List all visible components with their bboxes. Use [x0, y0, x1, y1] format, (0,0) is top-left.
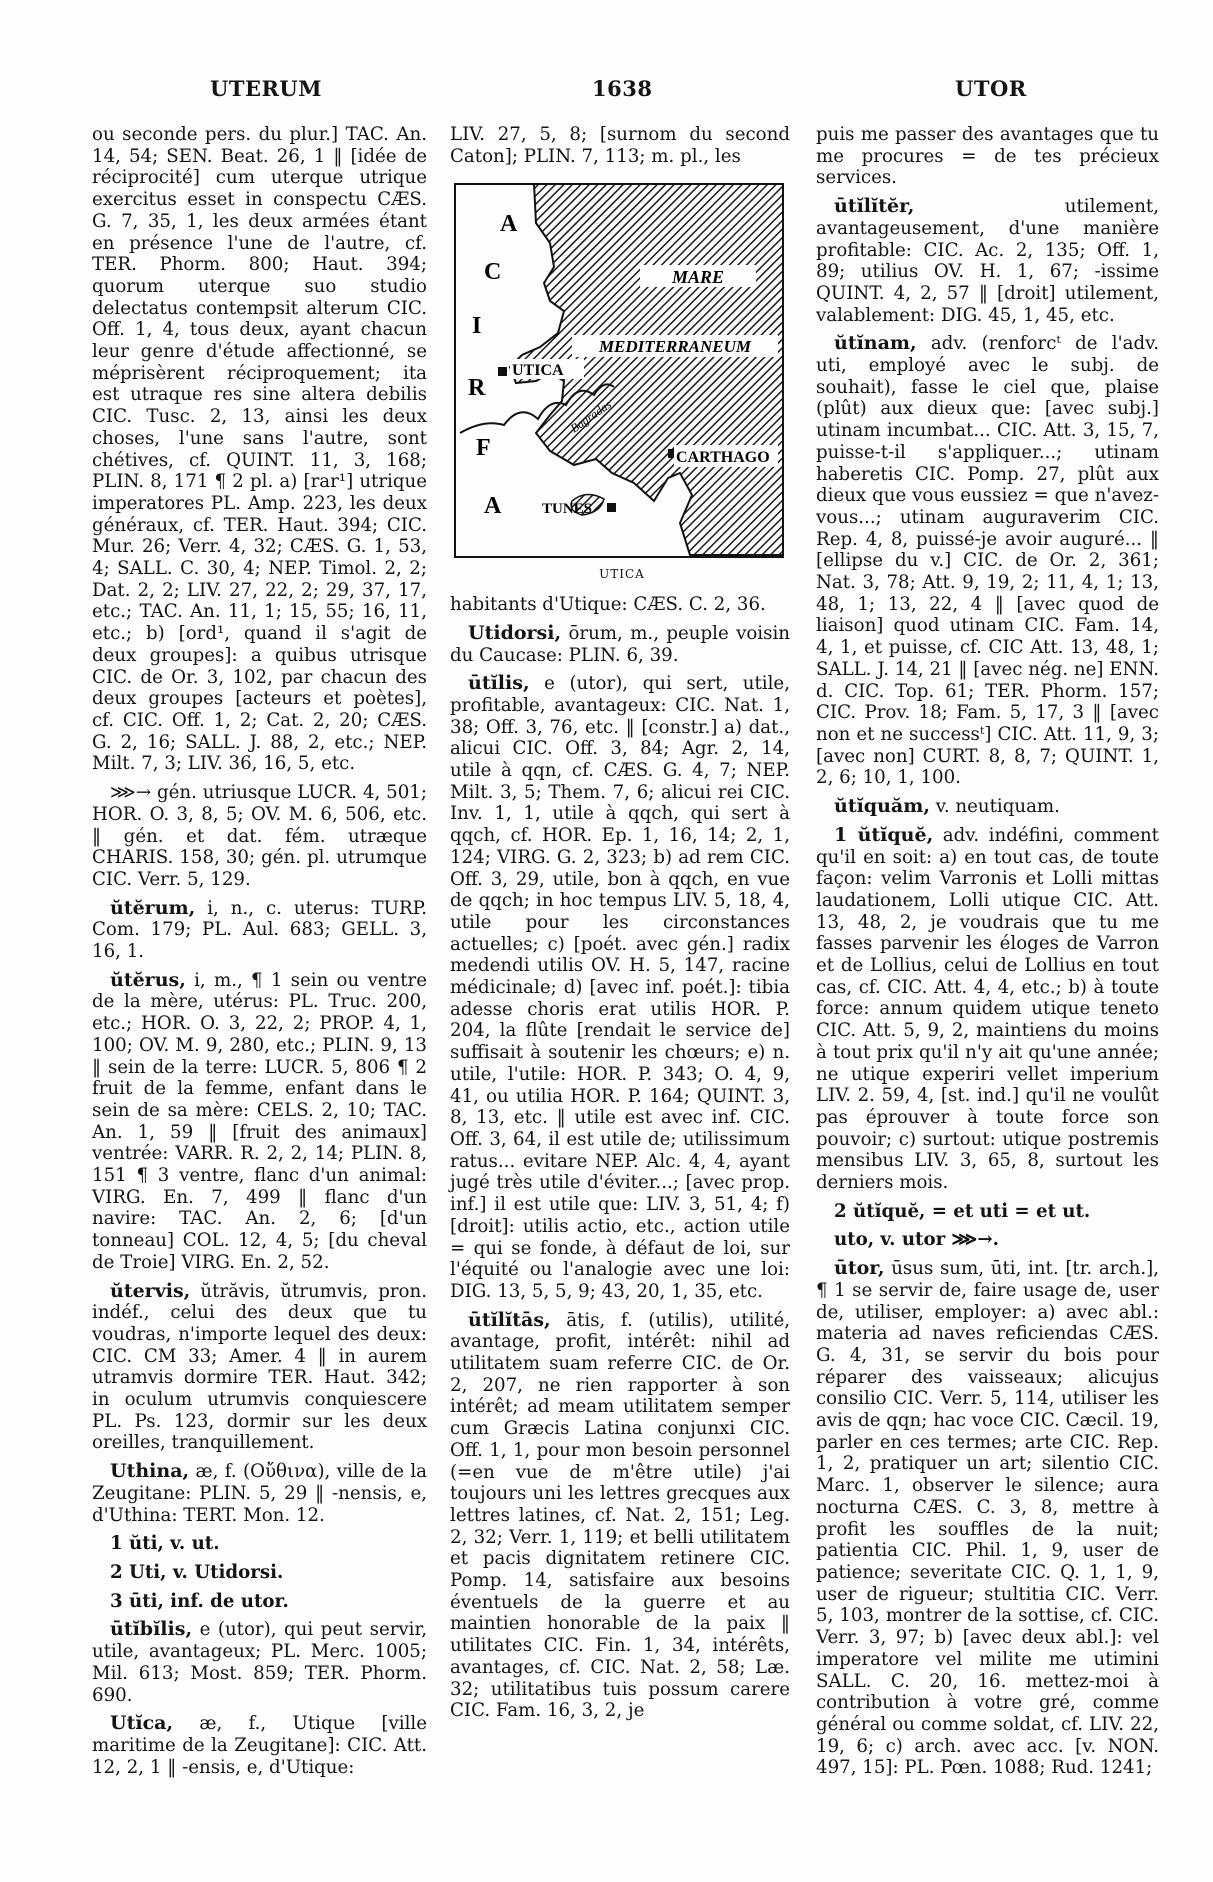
entry-utica-end: habitants d'Utique: CÆS. C. 2, 36.	[450, 594, 766, 616]
entry-uterus	[92, 970, 427, 1274]
running-head-right: UTOR	[955, 76, 1027, 101]
entry-utidorsi	[450, 623, 790, 666]
entry-text: i, m., ¶ 1 sein ou ventre de la mère, utérus: PL. Truc. 200, etc.; HOR. O. 3, 22, 2; PROP. 4, 1, 100; OV. M. 9, 280, etc.; PLIN. 9, 13 ‖ sein de la terre: LUCR. 5, 806 ¶ 2 fruit de la femme, enfant dans le sein de sa mère: CELS. 2, 10; TAC. An. 1, 59 ‖ [fruit des animaux] ventrée: VARR. R. 2, 2, 14; PLIN. 8, 151 ¶ 3 ventre, flanc d'un animal: VIRG. En. 7, 499 ‖ flanc d'un navire: TAC. An. 2, 6; [d'un tonneau] COL. 12, 4, 5; [du cheval de Troie] VIRG. En. 2, 52.	[92, 969, 427, 1273]
entry-text: ŭtrăvis, ŭtrumvis, pron. indéf., celui des deux que tu voudras, n'importe lequel des deux: CIC. CM 33; Amer. 4 ‖ in aurem utramvis dormire TER. Haut. 342; in oculum utrumvis conquiescere PL. Ps. 123, dormir sur les deux oreilles, tranquillement.	[92, 1280, 427, 1454]
entry-text: utilement, avantageusement, d'une manière profitable: CIC. Ac. 2, 135; Off. 1, 89; utilius OV. H. 1, 67; -issime QUINT. 4, 2, 57 ‖ [droit] utilement, valablement: DIG. 45, 1, 45, etc.	[816, 196, 1159, 326]
entry-utinam	[816, 333, 1159, 789]
entry-utique-1	[816, 825, 1159, 1194]
headword: Utĭca,	[110, 1712, 174, 1735]
entry-utiquam	[816, 796, 1159, 818]
region-letter: R	[468, 375, 486, 402]
entry-text: æ, f. (Οὔθινα), ville de la Zeugitane: PLIN. 5, 29 ‖ -nensis, e, d'Uthina: TERT. Mon. 12.	[92, 1461, 427, 1526]
entry-uti-2: 2 Uti, v. Utidorsi.	[110, 1562, 284, 1583]
entry-text: e (utor), qui peut servir, utile, avantageux; PL. Merc. 1005; Mil. 613; Most. 859; TER. Phorm. 690.	[92, 1619, 427, 1706]
headword: ŭtervis,	[110, 1279, 191, 1302]
headword: ŭtĕrus,	[110, 968, 186, 991]
entry-utica-continued: LIV. 27, 5, 8; [surnom du second Caton]; PLIN. 7, 113; m. pl., les	[450, 124, 790, 167]
utica-map-figure	[454, 183, 790, 586]
entry-utor	[816, 1258, 1159, 1779]
carthago-label: CARTHAGO	[676, 449, 770, 467]
tunes-marker	[607, 503, 616, 512]
entry-text: ūsus sum, ūti, int. [tr. arch.], ¶ 1 se servir de, faire usage de, user de, utiliser, employer: a) avec abl.: materia ad naves reficiendas CÆS. G. 4, 31, se servir du bois pour réparer des vaisseaux; alicujus consilio CIC. Verr. 5, 114, utiliser les avis de qqn; hac voce CIC. Cæcil. 19, parler en ces termes; arte CIC. Rep. 1, 2, pratiquer un art; silentio CIC. Marc. 1, observer le silence; aura nocturna CÆS. C. 3, 8, mettre à profit les souffles de la nuit; patientia CIC. Phil. 1, 9, user de patience; severitate CIC. Q. 1, 1, 9, user de rigueur; stultitia CIC. Verr. 5, 103, montrer de la sottise, cf. CIC. Verr. 3, 97; b) [avec deux abl.]: vel imperatore vel milite me utimini SALL. C. 20, 16. mettez-moi à contribution à votre gré, comme général ou comme soldat, cf. LIV. 22, 19, 6; c) arch. avec acc. [v. NON. 497, 15]: PL. Pœn. 1088; Rud. 1241;	[816, 1258, 1159, 1779]
headword: Utidorsi,	[468, 621, 562, 644]
sea-label-mediterraneum: MEDITERRANEUM	[598, 337, 752, 357]
entry-text: e (utor), qui sert, utile, profitable, avantageux: CIC. Nat. 1, 38; Off. 3, 76, etc. ‖ [constr.] a) dat., alicui CIC. Off. 3, 84; Agr. 2, 14, utile à qqn, cf. CÆS. G. 4, 7; NEP. Milt. 3, 5; Them. 7, 6; alicui rei CIC. Inv. 1, 1, utile à qqch, qui sert à qqch, cf. HOR. Ep. 1, 16, 14; 2, 1, 124; VIRG. G. 2, 323; b) ad rem CIC. Off. 3, 29, utile, bon à qqch, en vue de qqch; in hoc tempus LIV. 5, 18, 4, utile pour les circonstances actuelles; c) [poét. avec gén.] radix medendi utilis OV. H. 5, 147, racine médicinale; d) [avec inf. poét.]: tibia adesse choris erat utilis HOR. P. 204, la flûte [rendait le service de] suffisait à soutenir les chœurs; e) n. utile, l'utile: HOR. P. 343; O. 4, 9, 41, ou utilia HOR. P. 164; QUINT. 3, 8, 13, etc. ‖ utile est avec inf. CIC. Off. 3, 64, il est utile de; utilissimum ratus... evitare NEP. Alc. 4, 4, ayant jugé très utile d'éviter...; [avec prop. inf.] il est utile que: LIV. 3, 51, 4; f) [droit]: utilis actio, etc., action utile = qui se fonde, à défaut de loi, sur l'équité ou l'analogie avec une loi: DIG. 13, 5, 5, 9; 43, 20, 1, 35, etc.	[450, 673, 790, 1302]
entry-uthina	[92, 1461, 427, 1526]
map-caption: UTICA	[599, 567, 645, 582]
headword: ūtor,	[834, 1257, 885, 1280]
entry-text: æ, f., Utique [ville maritime de la Zeugitane]: CIC. Att. 12, 2, 1 ‖ -ensis, e, d'Utique:	[92, 1713, 427, 1778]
region-letter: C	[484, 259, 502, 286]
entry-uti-1: 1 ŭti, v. ut.	[110, 1533, 220, 1555]
headword: ŭtĕrum,	[110, 896, 196, 919]
bagradas-label: Bagradas	[567, 397, 614, 436]
entry-uterque-forms: ⋙→ gén. utriusque LUCR. 4, 501; HOR. O. 3, 8, 5; OV. M. 6, 506, etc. ‖ gén. et dat. fém. utræque CHARIS. 158, 30; gén. pl. utrumque CIC. Verr. 5, 129.	[92, 782, 427, 890]
column-2	[450, 124, 790, 1729]
entry-utilitas	[450, 1310, 790, 1722]
entry-utilis	[450, 673, 790, 1302]
headword: ūtĭbĭlis,	[110, 1618, 193, 1641]
entry-uti-3: 3 ūti, inf. de utor.	[110, 1590, 289, 1612]
headword: ūtĭlĭtās,	[468, 1308, 551, 1331]
headword: ūtĭlis,	[468, 672, 530, 695]
entry-text: ātis, f. (utilis), utilité, avantage, profit, intérêt: nihil ad utilitatem suam referre CIC. de Or. 2, 207, ne rien rapporter à son intérêt; ad meam utilitatem semper cum Græcis Latina conjunxi CIC. Off. 1, 1, pour mon besoin personnel (=en vue de m'être utile) j'ai toujours uni les lettres grecques aux lettres latines, cf. Nat. 2, 151; Leg. 2, 32; Verr. 1, 119; et belli utilitatem et pacis dignitatem retinere CIC. Pomp. 14, satisfaire aux besoins éventuels de la guerre et au maintien honorable de la paix ‖ utilitates CIC. Fin. 1, 34, intérêts, avantages, cf. CIC. Nat. 2, 58; Læ. 32; utilitatibus tuis possum carere CIC. Fam. 16, 3, 2, je	[450, 1309, 790, 1722]
entry-text: adv. indéfini, comment qu'il en soit: a) en tout cas, de toute façon: velim Varronis et Lolli mittas laudationem, Lolli utique CIC. Att. 13, 48, 2, je voudrais que tu me fasses parvenir les éloges de Varron et de Lollius, celui de Lollius en tout cas, cf. CIC. Att. 4, 4, etc.; b) à toute force: annum quidem utique teneto CIC. Att. 5, 9, 2, maintiens du moins à tout prix qu'il n'y ait qu'une année; ne utique experiri vellet imperium LIV. 2. 59, 4, [st. ind.] qu'il ne voulût pas éprouver à toute force son pouvoir; c) surtout: utique postremis mensibus LIV. 3, 65, 8, surtout les derniers mois.	[816, 824, 1159, 1194]
entry-utique-2: 2 ŭtĭquĕ, = et uti = et ut.	[834, 1200, 1091, 1222]
running-head-left: UTERUM	[210, 76, 322, 101]
headword: Uthina,	[110, 1460, 190, 1483]
entry-uterum	[92, 898, 427, 963]
entry-uterque-continued: ou seconde pers. du plur.] TAC. An. 14, 54; SEN. Beat. 26, 1 ‖ [idée de réciprocité] cum uterque utrique exercitus esset in conspectu CÆS. G. 7, 35, 1, les deux armées étant en présence l'une de l'autre, cf. TER. Phorm. 800; Haut. 394; quorum uterque suo studio delectatus contempsit alterum CIC. Off. 1, 4, tous deux, ayant chacun leur genre d'étude affectionné, se méprisèrent réciproquement; ita est utraque res sine altera debilis CIC. Tusc. 2, 13, ainsi les deux choses, l'une sans l'autre, sont chétives, cf. QUINT. 11, 3, 168; PLIN. 8, 171 ¶ 2 pl. a) [rar¹] utrique imperatores PL. Amp. 223, les deux généraux, cf. TER. Haut. 394; CIC. Mur. 26; Verr. 4, 32; CÆS. G. 1, 53, 4; SALL. C. 30, 4; NEP. Timol. 2, 2; Dat. 2, 2; LIV. 27, 22, 2; 29, 37, 17, etc.; TAC. An. 11, 1; 15, 55; 16, 11, etc.; b) [ord¹, quand il s'agit de deux groupes]: a quibus utrisque CIC. de Or. 3, 102, par chacun des deux groupes [acteurs et poètes], cf. CIC. Off. 1, 2; Cat. 2, 20; CÆS. G. 2, 16; SALL. J. 88, 2, etc.; NEP. Milt. 7, 3; LIV. 36, 16, 5, etc.	[92, 124, 427, 775]
entry-text: i, n., c. uterus: TURP. Com. 179; PL. Aul. 683; GELL. 3, 16, 1.	[92, 897, 427, 963]
entry-text: v. neutiquam.	[935, 796, 1060, 818]
entry-utiliter	[816, 196, 1159, 326]
entry-utibilis	[92, 1619, 427, 1706]
sea-label-mare: MARE	[671, 267, 725, 288]
entry-text: ōrum, m., peuple voisin du Caucase: PLIN. 6, 39.	[450, 622, 790, 666]
utica-marker	[498, 367, 507, 376]
entry-utica	[92, 1713, 427, 1778]
tunes-label: TUNES	[542, 501, 593, 518]
entry-text: adv. (renforcᵗ de l'adv. uti, employé avec le subj. de souhait), fasse le ciel que, plaise (plût) aux dieux que: [avec subj.] utinam incumbat... CIC. Att. 3, 15, 7, puisse-t-il s'appliquer...; utinam haberetis CIC. Pomp. 27, plût aux dieux que vous eussiez = que n'avez-vous...; utinam auguraverim CIC. Rep. 4, 8, puissé-je avoir auguré... ‖ [ellipse du v.] CIC. de Or. 2, 361; Nat. 3, 78; Att. 9, 19, 2; 11, 4, 1; 13, 48, 1; 13, 22, 4 ‖ [avec quod de liaison] quod utinam CIC. Fam. 14, 4, 1, et puisse, cf. CIC Att. 13, 48, 1; SALL. J. 14, 21 ‖ [avec nég. ne] ENN. d. CIC. Top. 61; TER. Phorm. 157; CIC. Prov. 18; Fam. 5, 17, 3 ‖ [avec non et ne successᵗ] CIC. Att. 11, 9, 3; [avec non] CURT. 8, 8, 7; QUINT. 1, 2, 6; 10, 1, 100.	[816, 333, 1159, 789]
utica-label: UTICA	[512, 362, 564, 380]
utica-map	[454, 183, 784, 558]
headword: ŭtĭquăm,	[834, 795, 930, 818]
region-letter: I	[472, 313, 482, 340]
region-letter: F	[476, 435, 491, 462]
headword: ŭtĭnam,	[834, 332, 917, 355]
headword: 1 ŭtĭquĕ,	[834, 823, 934, 846]
region-letter: A	[484, 493, 502, 520]
column-1	[92, 124, 427, 1785]
headword: ūtĭlĭtĕr,	[834, 195, 915, 218]
entry-utervis	[92, 1281, 427, 1455]
entry-uto: uto, v. utor ⋙→.	[834, 1229, 999, 1251]
entry-utilitas-continued: puis me passer des avantages que tu me procures = de tes précieux services.	[816, 124, 1159, 189]
region-letter: A	[500, 211, 518, 238]
column-3	[816, 124, 1159, 1786]
page-number: 1638	[592, 76, 653, 101]
